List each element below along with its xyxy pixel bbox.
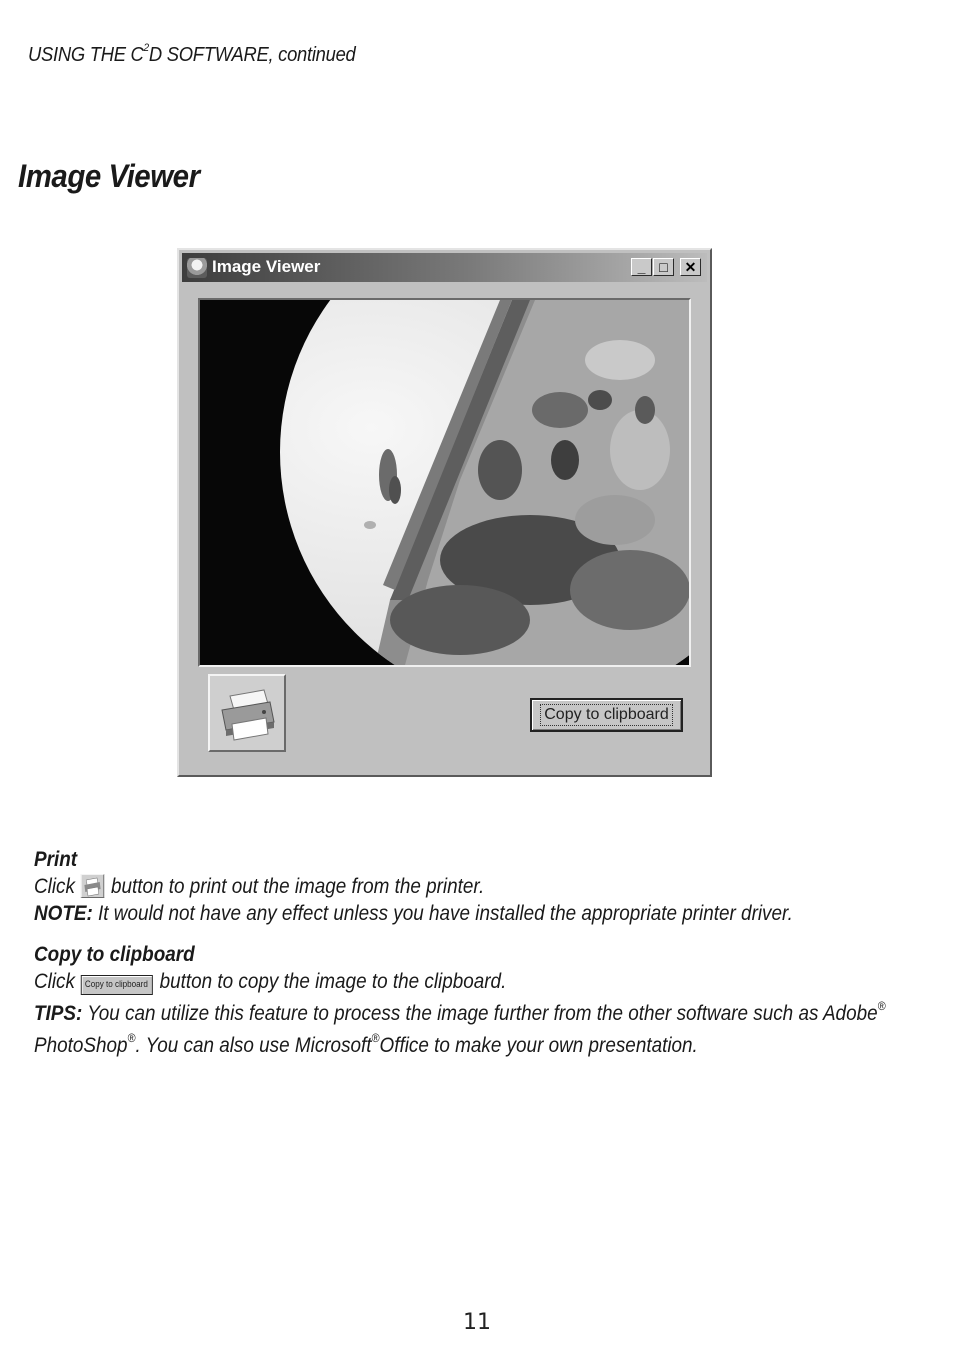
copy-heading: Copy to clipboard [34, 943, 195, 966]
image-display [198, 298, 691, 667]
print-section [34, 846, 898, 927]
maximize-button[interactable]: □ [653, 258, 674, 276]
running-header: USING THE $C^2D$ SOFTWARE, continued [28, 42, 356, 66]
copy-tips: TIPS: You can utilize this feature to process the image further from the other software such as Adobe® [34, 999, 886, 1025]
image-viewer-window [177, 248, 712, 777]
inline-printer-icon [80, 874, 103, 898]
copy-tips-continued: PhotoShop®. You can also use Microsoft®Office to make your own presentation. [34, 1031, 698, 1057]
copy-section [34, 941, 898, 1059]
copy-to-clipboard-button[interactable]: Copy to clipboard [530, 698, 683, 732]
window-titlebar[interactable] [182, 253, 707, 282]
print-note: NOTE: It would not have any effect unless you have installed the appropriate printer driver. [34, 902, 793, 925]
print-instruction: Click button to print out the image from the printer. [34, 875, 485, 898]
print-heading: Print [34, 848, 78, 871]
page-title: Image Viewer [18, 158, 200, 194]
print-button[interactable] [208, 674, 286, 752]
copy-instruction: Click Copy to clipboard button to copy the image to the clipboard. [34, 970, 507, 993]
printer-icon [210, 676, 284, 750]
page-number: 11 [463, 1310, 491, 1335]
minimize-button[interactable]: _ [631, 258, 652, 276]
inline-copy-button: Copy to clipboard [80, 975, 152, 995]
close-button[interactable]: ✕ [680, 258, 701, 276]
microscope-image [200, 300, 689, 665]
microscope-icon [187, 258, 207, 278]
window-title: Image Viewer [212, 257, 321, 276]
